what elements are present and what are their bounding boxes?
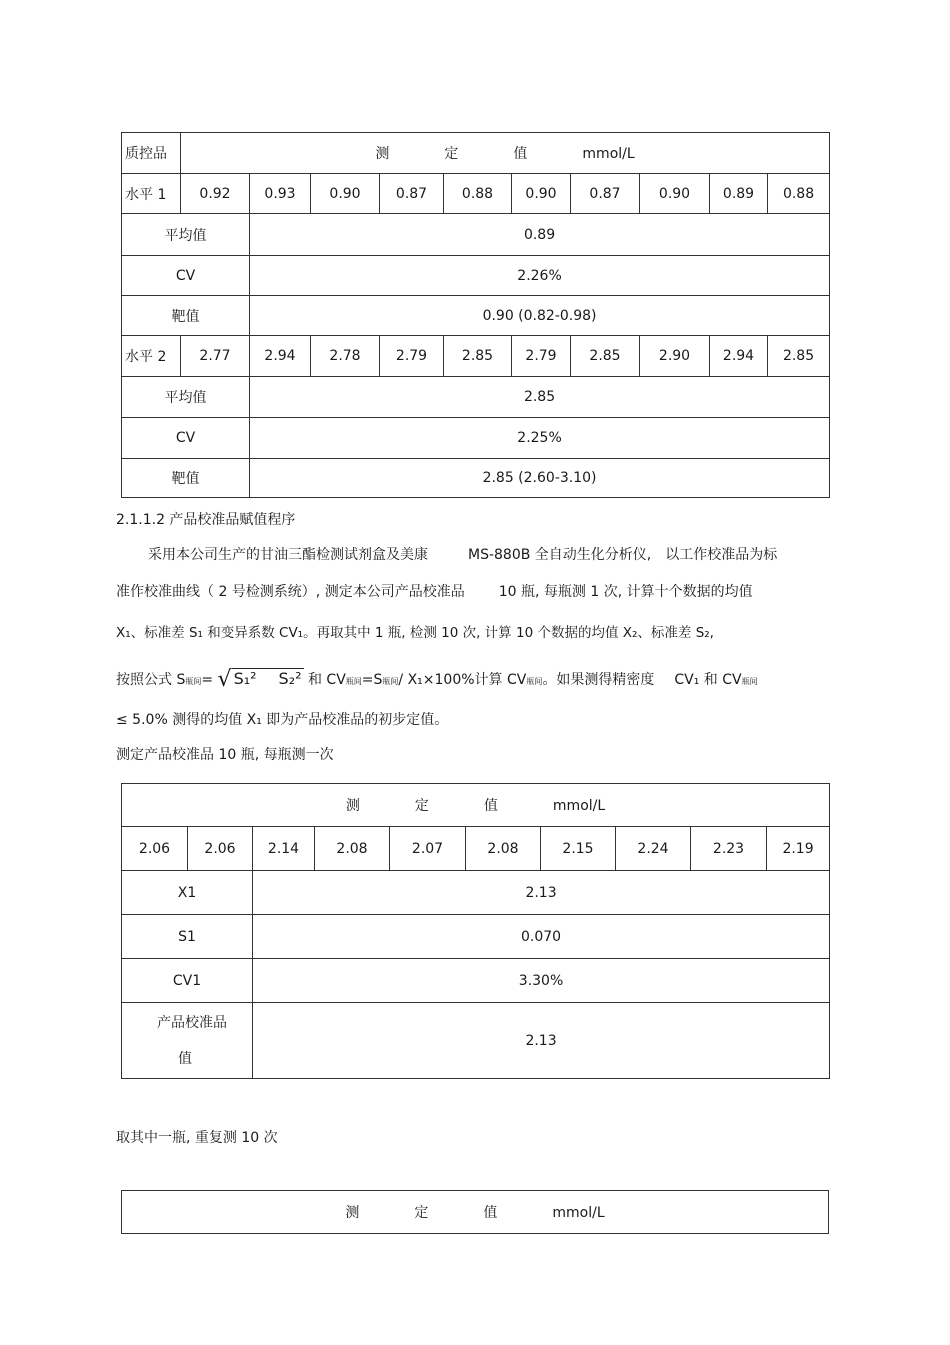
cell-value: 0.88 xyxy=(444,174,512,214)
mean-label: 平均值 xyxy=(122,214,250,256)
paragraph-line-3: X₁、标准差 S₁ 和变异系数 CV₁。再取其中 1 瓶, 检测 10 次, 计算 10 个数据的均值 X₂、标准差 S₂, xyxy=(116,625,714,641)
cv-value: 2.25% xyxy=(250,418,830,459)
cell-value: 2.14 xyxy=(253,827,315,871)
target-label: 靶值 xyxy=(122,296,250,336)
cv-label: CV xyxy=(122,256,250,296)
cell-value: 2.15 xyxy=(541,827,616,871)
row-label: 水平 1 xyxy=(122,174,181,214)
cell-value: 2.08 xyxy=(315,827,390,871)
paragraph-line-6: 测定产品校准品 10 瓶, 每瓶测一次 xyxy=(116,747,334,763)
cell-value: 2.85 xyxy=(571,336,640,377)
product-calibrator-label: 产品校准品 值 xyxy=(122,1003,253,1079)
cell-value: 2.23 xyxy=(691,827,767,871)
mean-label: 平均值 xyxy=(122,377,250,418)
cell-value: 2.19 xyxy=(767,827,830,871)
table-header-value: 测 定 值 mmol/L xyxy=(122,784,830,827)
s1-label: S1 xyxy=(122,915,253,959)
mean-value: 2.85 xyxy=(250,377,830,418)
mean-value: 0.89 xyxy=(250,214,830,256)
cell-value: 2.78 xyxy=(311,336,380,377)
cell-value: 2.79 xyxy=(512,336,571,377)
cell-value: 2.94 xyxy=(710,336,768,377)
cv-value: 2.26% xyxy=(250,256,830,296)
quality-control-table xyxy=(121,132,830,498)
table-row-level2 xyxy=(122,336,830,377)
product-calibrator-value: 2.13 xyxy=(253,1003,830,1079)
table-row-level1 xyxy=(122,174,830,214)
x1-value: 2.13 xyxy=(253,871,830,915)
paragraph-line-4: 按照公式 S瓶间= √ S₁² S₂² 和 CV瓶间=S瓶间/ X₁×100%计算 CV瓶间。如果测得精密度 CV₁ 和 CV瓶间 xyxy=(116,667,758,692)
target-value: 2.85 (2.60-3.10) xyxy=(250,459,830,498)
cv1-value: 3.30% xyxy=(253,959,830,1003)
cell-value: 0.90 xyxy=(512,174,571,214)
cell-value: 0.88 xyxy=(768,174,830,214)
cell-value: 0.90 xyxy=(640,174,710,214)
paragraph-line-2: 准作校准曲线（ 2 号检测系统）, 测定本公司产品校准品 10 瓶, 每瓶测 1 次, 计算十个数据的均值 xyxy=(116,584,753,600)
section-heading: 2.1.1.2 产品校准品赋值程序 xyxy=(116,512,296,528)
cell-value: 0.87 xyxy=(380,174,444,214)
cell-value: 2.06 xyxy=(188,827,253,871)
repeat-measurement-table xyxy=(121,1190,829,1234)
sqrt-formula: √ S₁² S₂² xyxy=(217,667,302,692)
table-header-label: 质控品 xyxy=(122,133,181,174)
cell-value: 2.85 xyxy=(444,336,512,377)
table-header-value: 测 定 值 mmol/L xyxy=(122,1191,829,1234)
table-row-values xyxy=(122,827,830,871)
paragraph-line-5: ≤ 5.0% 测得的均值 X₁ 即为产品校准品的初步定值。 xyxy=(116,712,449,728)
cell-value: 2.24 xyxy=(616,827,691,871)
x1-label: X1 xyxy=(122,871,253,915)
cell-value: 2.79 xyxy=(380,336,444,377)
cell-value: 2.06 xyxy=(122,827,188,871)
cell-value: 0.89 xyxy=(710,174,768,214)
cell-value: 0.93 xyxy=(250,174,311,214)
cell-value: 0.92 xyxy=(181,174,250,214)
cell-value: 2.77 xyxy=(181,336,250,377)
paragraph-line-1: 采用本公司生产的甘油三酯检测试剂盒及美康 MS-880B 全自动生化分析仪, 以工作校准品为标 xyxy=(148,547,778,563)
s1-value: 0.070 xyxy=(253,915,830,959)
paragraph-line-7: 取其中一瓶, 重复测 10 次 xyxy=(116,1130,278,1146)
cell-value: 2.85 xyxy=(768,336,830,377)
product-calibrator-table xyxy=(121,783,830,1079)
cell-value: 0.90 xyxy=(311,174,380,214)
row-label: 水平 2 xyxy=(122,336,181,377)
cv1-label: CV1 xyxy=(122,959,253,1003)
cv-label: CV xyxy=(122,418,250,459)
cell-value: 2.07 xyxy=(390,827,466,871)
cell-value: 2.90 xyxy=(640,336,710,377)
cell-value: 2.94 xyxy=(250,336,311,377)
table-header-value: 测 定 值 mmol/L xyxy=(181,133,830,174)
cell-value: 2.08 xyxy=(466,827,541,871)
target-label: 靶值 xyxy=(122,459,250,498)
target-value: 0.90 (0.82-0.98) xyxy=(250,296,830,336)
cell-value: 0.87 xyxy=(571,174,640,214)
